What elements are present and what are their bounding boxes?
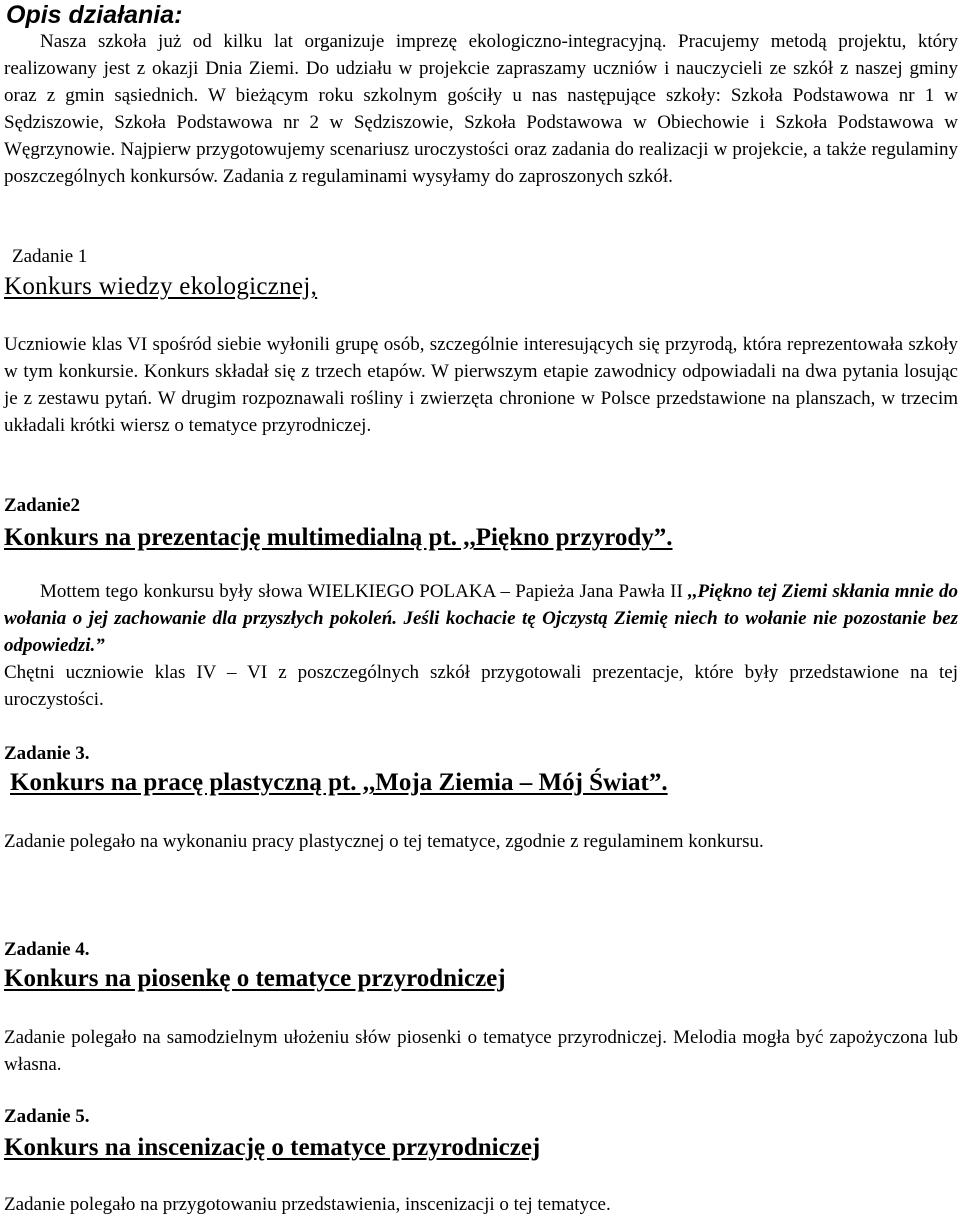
intro-paragraph: Nasza szkoła już od kilku lat organizuje imprezę ekologiczno-integracyjną. Pracujemy metodą projektu, który realizowany jest z okazji Dnia Ziemi. Do udziału w projekcie zapraszamy uczniów i nauczycieli ze szkół z naszej gminy oraz z gmin sąsiednich. W bieżącym roku szkolnym gościły u nas następujące szkoły: Szkoła Podstawowa nr 1 w Sędziszowie, Szkoła Podstawowa nr 2 w Sędziszowie, Szkoła Podstawowa w Obiechowie i Szkoła Podstawowa w Węgrzynowie. Najpierw przygotowujemy scenariusz uroczystości oraz zadania do realizacji w projekcie, a także regulaminy poszczególnych konkursów. Zadania z regulaminami wysyłamy do zaproszonych szkół. [4,31,958,187]
task-1-label: Zadanie 1 [12,246,88,267]
task-1-description: Uczniowie klas VI spośród siebie wyłonili grupę osób, szczególnie interesujących się przyrodą, która reprezentowała szkoły w tym konkursie. Konkurs składał się z trzech etapów. W pierwszym etapie zawodnicy odpowiadali na dwa pytania losując je z zestawu pytań. W drugim rozpoznawali rośliny i zwierzęta chronione w Polsce przedstawione na planszach, w trzecim układali krótki wiersz o tematyce przyrodniczej. [4,334,958,436]
task-3-title: Konkurs na pracę plastyczną pt. ,,Moja Ziemia – Mój Świat”. [10,769,668,796]
task-2-motto [4,578,958,659]
section-heading: Opis działania: [6,1,183,29]
task-2-title: Konkurs na prezentację multimedialną pt. ,,Piękno przyrody”. [4,524,673,551]
task-3-description: Zadanie polegało na wykonaniu pracy plastycznej o tej tematyce, zgodnie z regulaminem konkursu. [4,831,764,852]
task-2-motto-quote: ,,Piękno tej Ziemi skłania mnie do wołania o jej zachowanie dla przyszłych pokoleń. Jeśli kochacie tę Ojczystą Ziemię niech to wołanie nie pozostanie bez odpowiedzi.” [4,581,958,656]
task-3-label: Zadanie 3. [4,743,90,764]
task-1-title: Konkurs wiedzy ekologicznej, [4,273,318,300]
task-4-label: Zadanie 4. [4,939,90,960]
task-5-label: Zadanie 5. [4,1106,90,1127]
task-2-description: Chętni uczniowie klas IV – VI z poszczególnych szkół przygotowali prezentacje, które były przedstawione na tej uroczystości. [4,662,958,710]
task-2-label: Zadanie2 [4,495,81,516]
task-2-motto-prefix: Mottem tego konkursu były słowa WIELKIEGO POLAKA – Papieża Jana Pawła II [40,581,689,602]
task-5-title: Konkurs na inscenizację o tematyce przyrodniczej [4,1134,541,1161]
task-4-description: Zadanie polegało na samodzielnym ułożeniu słów piosenki o tematyce przyrodniczej. Melodia mogła być zapożyczona lub własna. [4,1027,958,1075]
task-5-description: Zadanie polegało na przygotowaniu przedstawienia, inscenizacji o tej tematyce. [4,1194,611,1215]
task-4-title: Konkurs na piosenkę o tematyce przyrodniczej [4,965,506,992]
